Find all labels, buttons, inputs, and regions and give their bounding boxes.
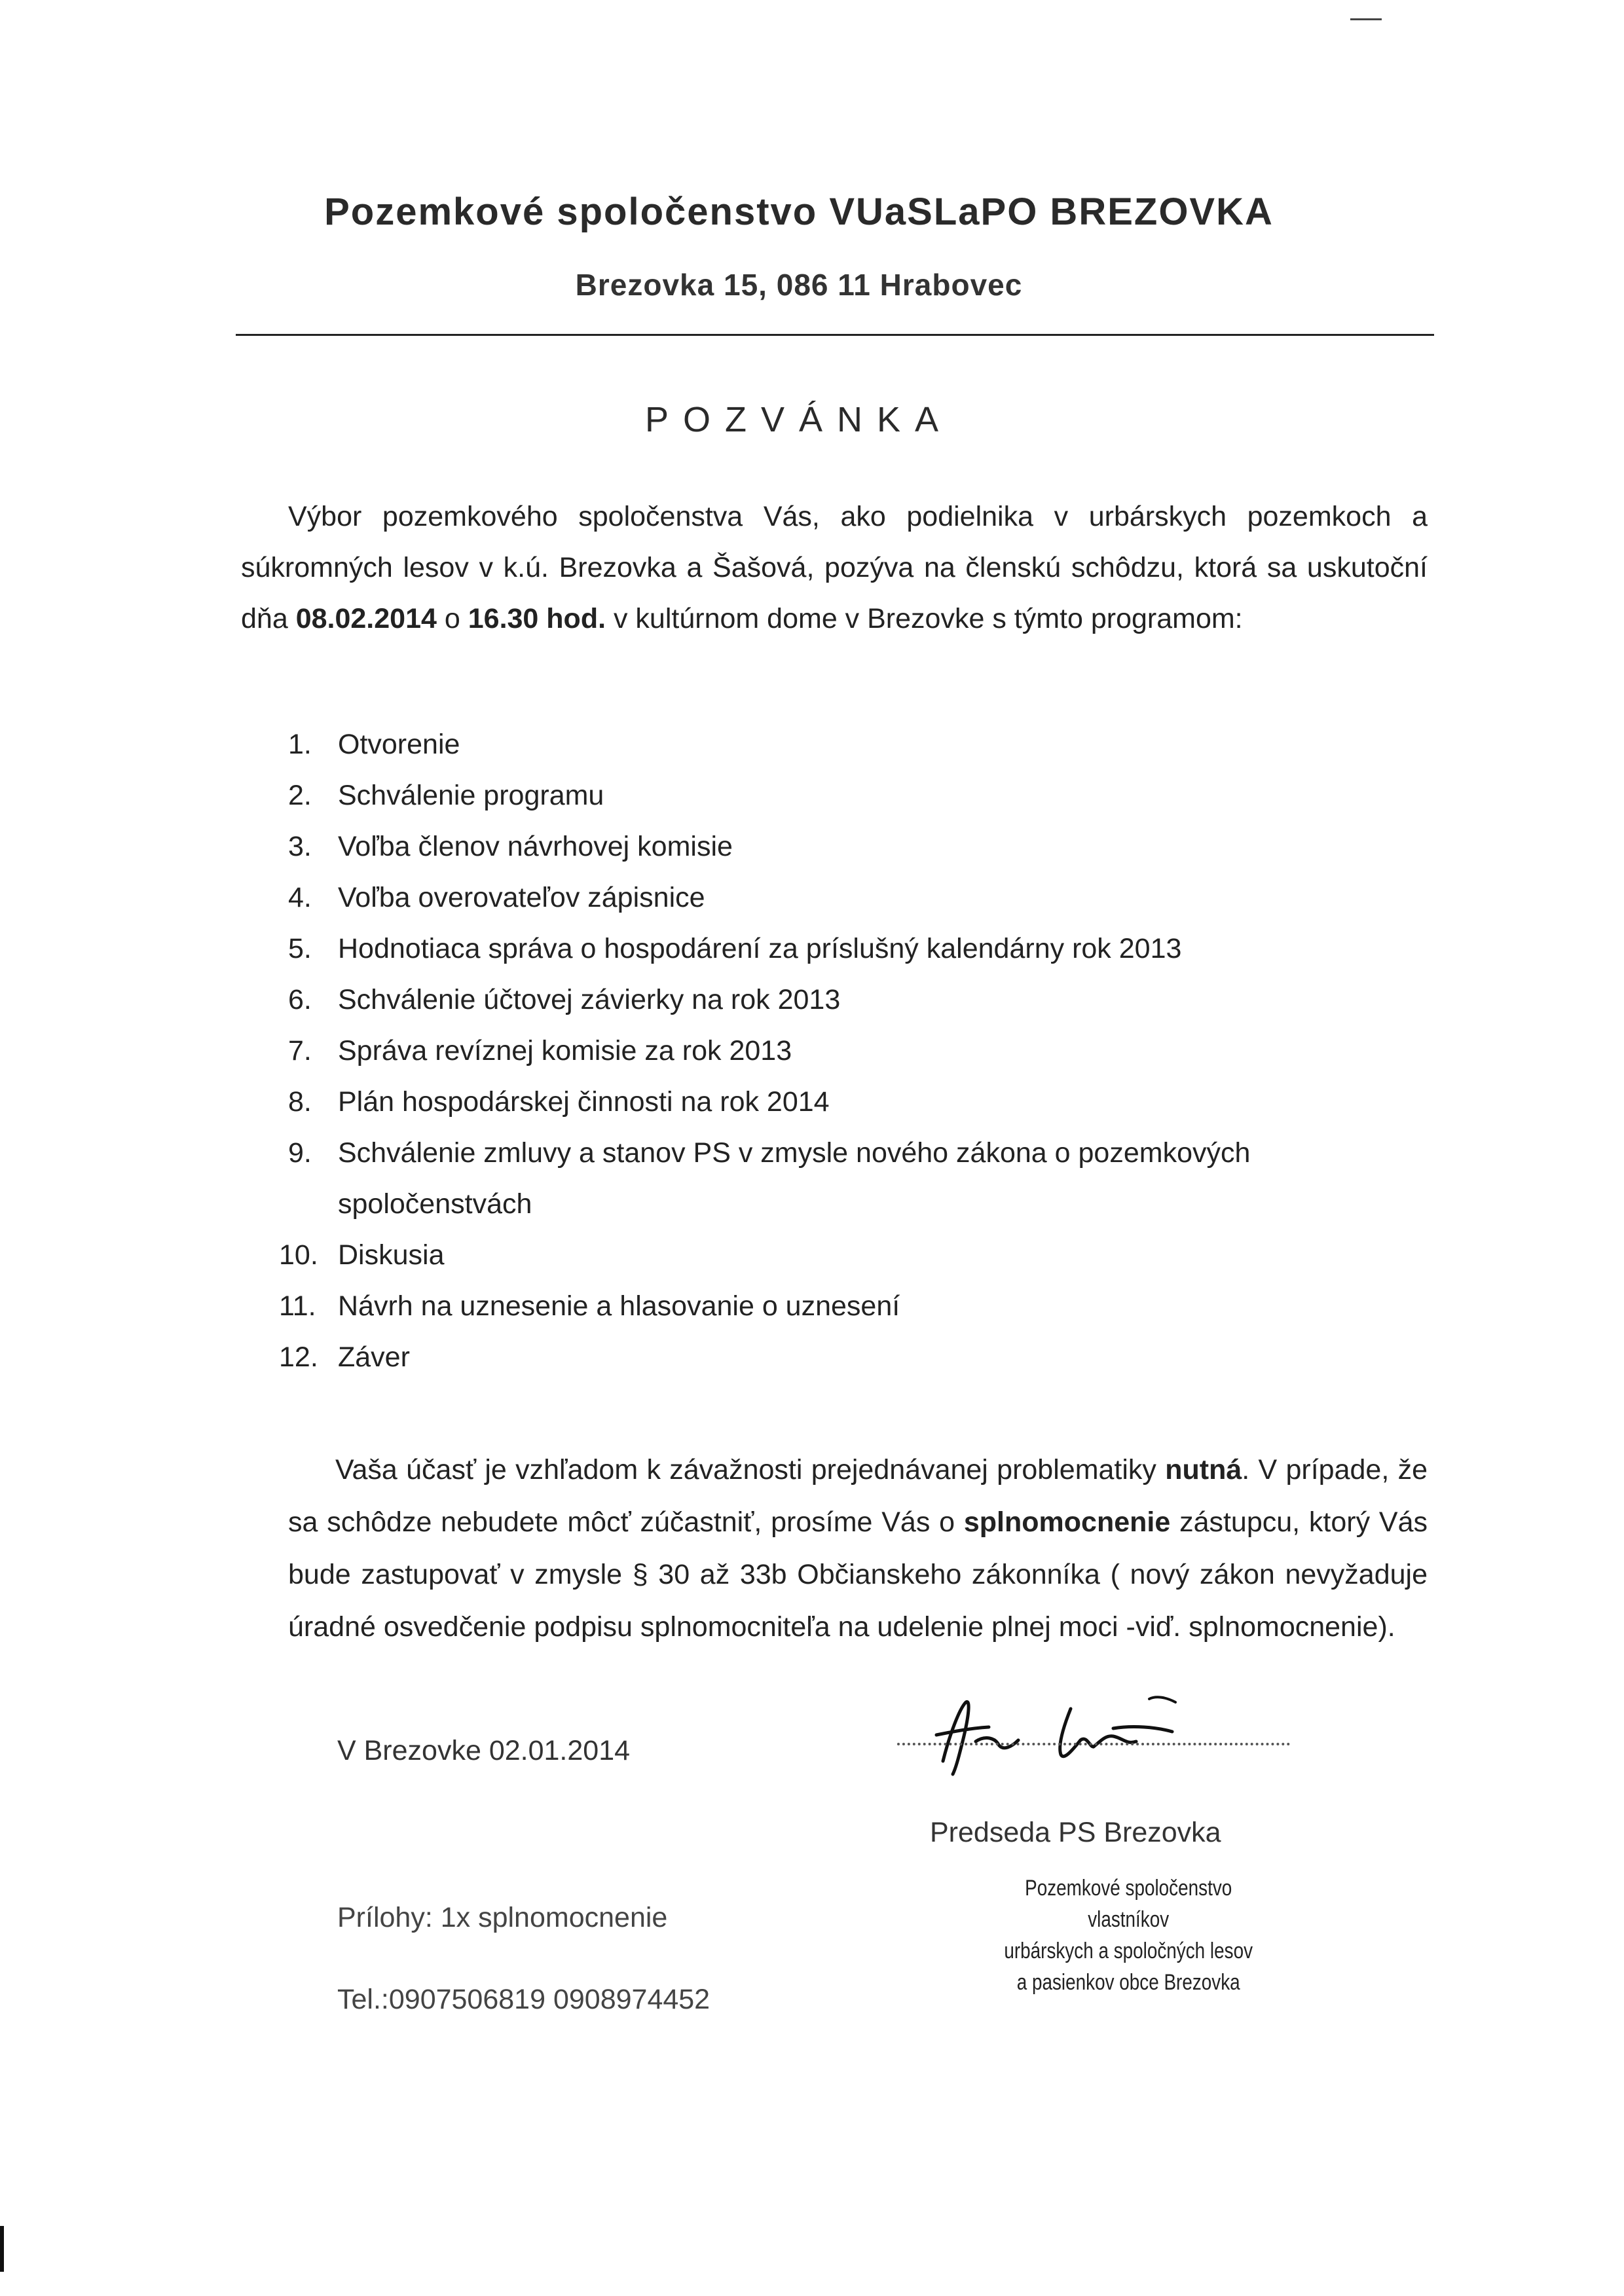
agenda-item-number: 7. [288,1035,312,1066]
agenda-item-number: 4. [288,882,312,913]
place-and-date: V Brezovke 02.01.2014 [337,1735,631,1766]
organization-address: Brezovka 15, 086 11 Hrabovec [575,268,1023,302]
agenda-item-text: Diskusia [338,1239,445,1271]
intro-text-1: Výbor pozemkového spoločenstva Vás, ako podielnika v urbárskych pozemkoch a súkromných lesov v k.ú. Brezovka a Šašová, pozýva na členskú schôdzu, ktorá sa uskutoční dňa [241,501,1428,634]
agenda-item [288,770,1428,821]
agenda-item [279,1230,1428,1281]
meeting-date: 08.02.2014 [295,603,437,634]
agenda-item [288,1076,1428,1127]
signatory-title: Predseda PS Brezovka [930,1817,1221,1848]
header-divider [236,334,1434,336]
intro-text-2: o [436,603,468,634]
agenda-list [279,719,1428,1383]
agenda-item-text: Schválenie účtovej závierky na rok 2013 [338,984,841,1015]
agenda-item-number: 3. [288,831,312,862]
agenda-item-number: 10. [279,1239,318,1271]
agenda-item-text: Voľba overovateľov zápisnice [338,882,705,913]
agenda-item-text: Otvorenie [338,729,460,760]
intro-text-3: v kultúrnom dome v Brezovke s týmto programom: [606,603,1243,634]
agenda-item-text: Návrh na uznesenie a hlasovanie o uznesení [338,1290,900,1322]
stamp-line: Pozemkové spoločenstvo vlastníkov [1025,1876,1232,1932]
agenda-item [279,1332,1428,1383]
agenda-item-number: 8. [288,1086,312,1118]
agenda-item-number: 11. [279,1290,316,1322]
attachments-note: Prílohy: 1x splnomocnenie [337,1902,668,1933]
agenda-item-text: Záver [338,1341,410,1373]
agenda-item [288,1025,1428,1076]
closing-paragraph [288,1444,1428,1653]
agenda-item [288,821,1428,872]
agenda-item-text: Voľba členov návrhovej komisie [338,831,733,862]
agenda-item-text: Správa revíznej komisie za rok 2013 [338,1035,792,1066]
closing-text-3: zástupcu, ktorý Vás bude zastupovať v zmysle § 30 až 33b Občianskeho zákonníka ( nový zákon nevyžaduje úradné osvedčenie podpisu splnomocniteľa na udelenie plnej moci -viď. splnomocnenie). [288,1506,1428,1643]
agenda-item [279,1281,1428,1332]
scan-corner-mark [1350,18,1382,20]
document-title: POZVÁNKA [644,400,953,439]
agenda-item-text: Hodnotiaca správa o hospodárení za príslušný kalendárny rok 2013 [338,933,1182,964]
agenda-item-number: 5. [288,933,312,964]
meeting-time: 16.30 hod. [468,603,606,634]
agenda-item [288,1127,1428,1230]
closing-text-1: Vaša účasť je vzhľadom k závažnosti prejednávanej problematiky [335,1454,1166,1485]
phone-numbers: Tel.:0907506819 0908974452 [337,1984,710,2015]
agenda-item [288,923,1428,974]
closing-emphasis-power-of-attorney: splnomocnenie [963,1506,1171,1538]
agenda-item-text: Plán hospodárskej činnosti na rok 2014 [338,1086,830,1118]
agenda-item-text: Schválenie programu [338,780,604,811]
agenda-item-text: Schválenie zmluvy a stanov PS v zmysle nového zákona o pozemkových spoločenstvách [338,1137,1251,1220]
agenda-item-number: 9. [288,1137,312,1169]
agenda-item [288,872,1428,923]
agenda-item [288,974,1428,1025]
agenda-item-number: 2. [288,780,312,811]
agenda-item-number: 1. [288,729,312,760]
stamp-line: a pasienkov obce Brezovka [1016,1970,1240,1995]
stamp-line: urbárskych a spoločných lesov [1004,1939,1253,1963]
organization-name: Pozemkové spoločenstvo VUaSLaPO BREZOVKA [324,191,1274,233]
agenda-item-number: 6. [288,984,312,1015]
intro-paragraph [241,491,1428,644]
scan-edge-mark [0,2226,4,2272]
closing-text-2: . V prípade, že sa schôdze nebudete môcť zúčastniť, prosíme Vás o [288,1454,1428,1538]
agenda-item-number: 12. [279,1341,318,1373]
handwritten-signature [897,1663,1290,1781]
organization-stamp [989,1872,1268,1998]
agenda-item [288,719,1428,770]
closing-emphasis-required: nutná [1165,1454,1242,1485]
signature-line [897,1743,1290,1745]
